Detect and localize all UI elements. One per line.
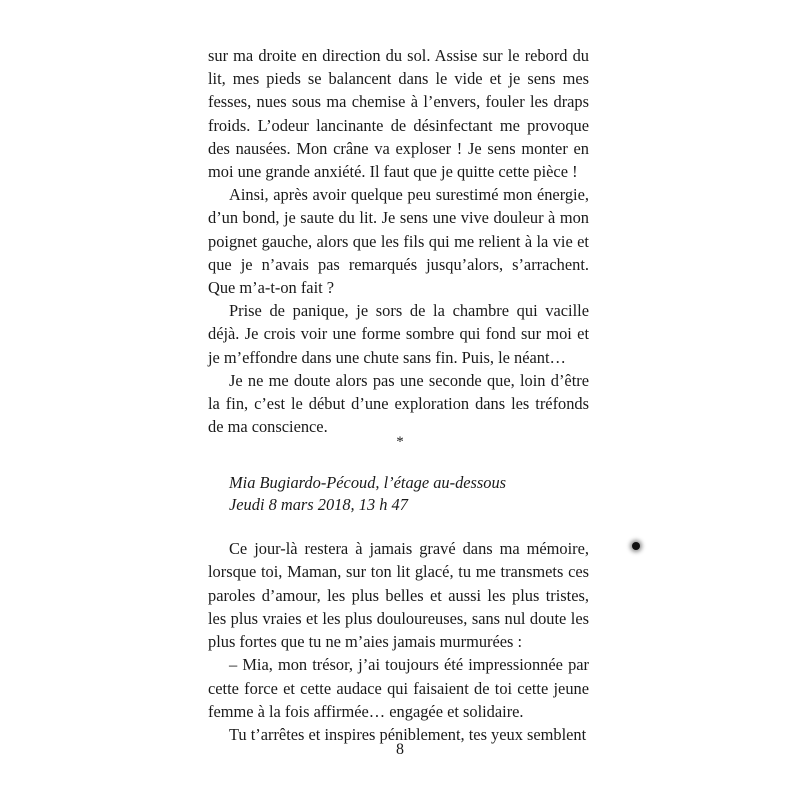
paragraph: Prise de panique, je sors de la chambre qui vacille déjà. Je crois voir une forme sombre qui fond sur moi et je m’effondre dans une chute sans fin. Puis, le néant…: [208, 301, 589, 367]
body-text-top: [208, 44, 589, 438]
ink-spot: [632, 542, 640, 550]
paragraph: Je ne me doute alors pas une seconde que, loin d’être la fin, c’est le début d’une exploration dans les tréfonds de ma conscience.: [208, 370, 589, 437]
paragraph: – Mia, mon trésor, j’ai toujours été impressionnée par cette force et cette audace qui faisaient de toi cette jeune femme à la fois affirmée… engagée et solidaire.: [208, 655, 589, 722]
paragraph: Ce jour-là restera à jamais gravé dans ma mémoire, lorsque toi, Maman, sur ton lit glacé, tu me transmets ces paroles d’amour, les plus belles et aussi les plus tristes, les plus vraies et les plus douloureuses, sans nul doute les plus fortes que tu ne m’aies jamais murmurées :: [208, 539, 589, 652]
body-text-bottom: [208, 537, 589, 747]
section-heading: [229, 472, 589, 516]
paragraph: Ainsi, après avoir quelque peu surestimé mon énergie, d’un bond, je saute du lit. Je sens une vive douleur à mon poignet gauche, alors que les fils qui me relient à la vie et que je n’avais pas remarqués jusqu’alors, s’arrachent. Que m’a-t-on fait ?: [208, 185, 589, 298]
heading-date: Jeudi 8 mars 2018, 13 h 47: [229, 495, 408, 514]
heading-title: Mia Bugiardo-Pécoud, l’étage au-dessous: [229, 473, 507, 492]
paragraph: sur ma droite en direction du sol. Assise sur le rebord du lit, mes pieds se balancent dans le vide et je sens mes fesses, nues sous ma chemise à l’envers, fouler les draps froids. L’odeur lancinante de désinfectant me provoque des nausées. Mon crâne va exploser ! Je sens monter en moi une grande anxiété. Il faut que je quitte cette pièce !: [208, 46, 589, 182]
page-number: 8: [396, 741, 404, 758]
section-separator: *: [396, 434, 404, 450]
paragraph: Tu t’arrêtes et inspires péniblement, tes yeux semblent: [229, 725, 587, 745]
